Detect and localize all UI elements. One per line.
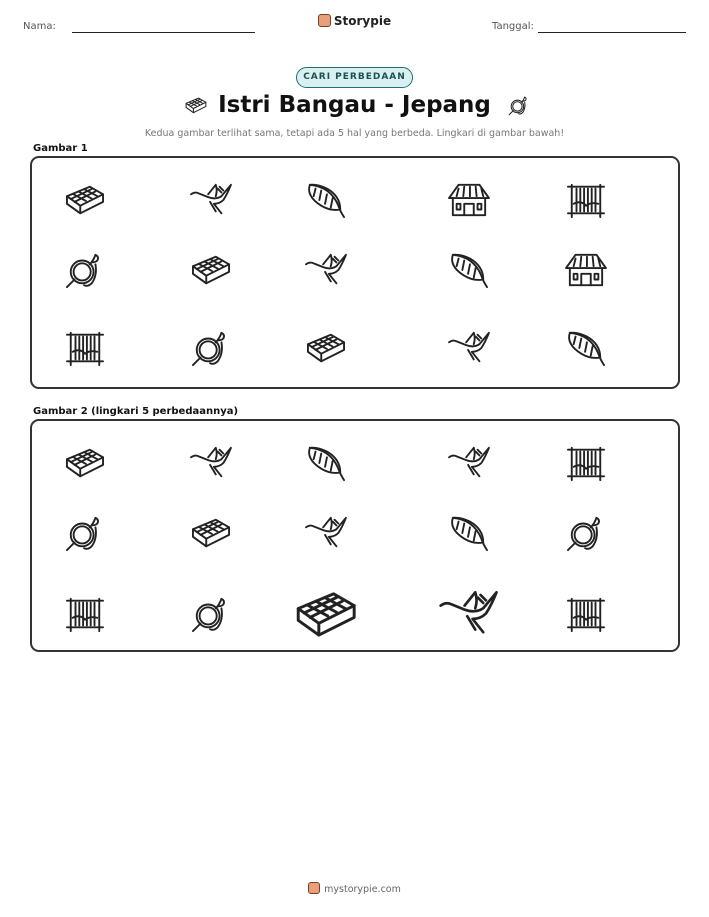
title-hoop-icon — [506, 95, 532, 121]
picture2-panel — [30, 419, 680, 652]
hoop-icon[interactable] — [562, 514, 610, 552]
feather-icon[interactable] — [302, 444, 350, 482]
feather-icon[interactable] — [445, 251, 493, 289]
picture1-panel — [30, 156, 680, 389]
house-icon[interactable] — [445, 181, 493, 219]
house-icon[interactable] — [562, 251, 610, 289]
hoop-icon[interactable] — [187, 329, 235, 367]
feather-icon[interactable] — [445, 514, 493, 552]
activity-badge: CARI PERBEDAAN — [296, 67, 413, 88]
crane-icon[interactable] — [445, 444, 493, 482]
crane-icon[interactable] — [302, 251, 350, 289]
instructions: Kedua gambar terlihat sama, tetapi ada 5 hal yang berbeda. Lingkari di gambar bawah! — [144, 128, 565, 139]
footer-logo-icon — [308, 882, 320, 894]
date-field-line[interactable] — [538, 32, 686, 33]
crane-icon[interactable] — [302, 514, 350, 552]
loom-icon[interactable] — [562, 181, 610, 219]
name-label: Nama: — [23, 21, 56, 32]
futon-icon[interactable] — [289, 585, 363, 644]
picture1-label: Gambar 1 — [33, 143, 88, 154]
brand-name: Storypie — [333, 14, 392, 28]
futon-icon[interactable] — [61, 444, 109, 482]
crane-icon[interactable] — [445, 329, 493, 367]
page-title: Istri Bangau - Jepang — [218, 92, 491, 118]
brand-logo — [0, 14, 709, 28]
hoop-icon[interactable] — [61, 514, 109, 552]
loom-icon[interactable] — [562, 595, 610, 633]
date-label: Tanggal: — [492, 21, 534, 32]
name-field-line[interactable] — [72, 32, 255, 33]
storypie-logo-icon — [318, 14, 331, 27]
futon-icon[interactable] — [302, 329, 350, 367]
hoop-icon[interactable] — [61, 251, 109, 289]
crane-icon[interactable] — [187, 444, 235, 482]
picture2-label: Gambar 2 (lingkari 5 perbedaannya) — [33, 406, 239, 417]
footer-url: mystorypie.com — [324, 884, 401, 895]
futon-icon[interactable] — [61, 181, 109, 219]
futon-icon[interactable] — [187, 514, 235, 552]
loom-icon[interactable] — [61, 329, 109, 367]
hoop-icon[interactable] — [187, 595, 235, 633]
crane-icon[interactable] — [435, 587, 502, 640]
futon-icon[interactable] — [187, 251, 235, 289]
footer — [0, 882, 709, 895]
feather-icon[interactable] — [562, 329, 610, 367]
feather-icon[interactable] — [302, 181, 350, 219]
crane-icon[interactable] — [187, 181, 235, 219]
loom-icon[interactable] — [61, 595, 109, 633]
loom-icon[interactable] — [562, 444, 610, 482]
